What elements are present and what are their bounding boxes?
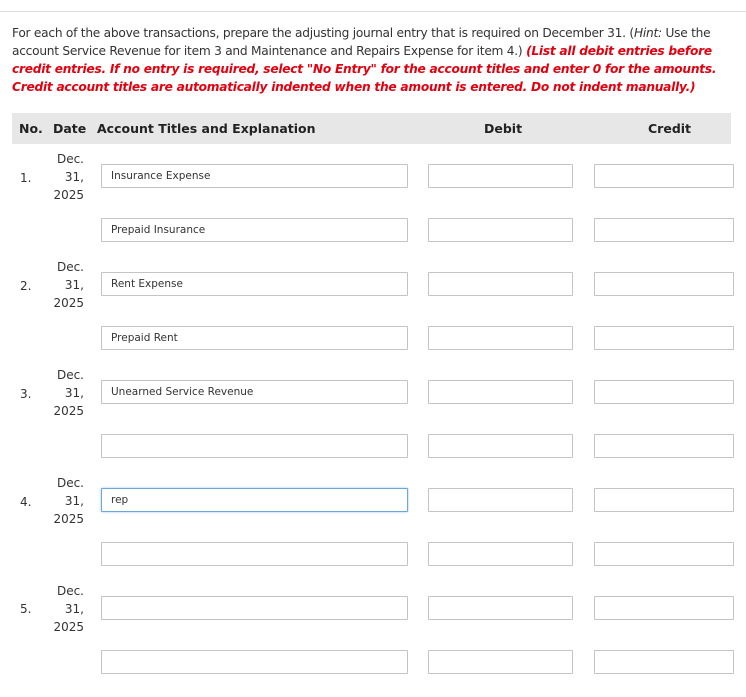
entry-date-month: Dec.: [56, 476, 84, 490]
account-title-input[interactable]: [101, 218, 408, 242]
hint-text: Use the account Service Revenue for item 3 and Maintenance and Repairs Expense for item 4.): [12, 26, 711, 58]
entry-number: 5.: [20, 602, 32, 616]
account-title-input[interactable]: [101, 596, 408, 620]
hint-label: Hint:: [633, 26, 662, 40]
debit-input[interactable]: [428, 326, 573, 350]
instructions: [12, 24, 734, 96]
entry-date-year: 2025: [53, 188, 84, 202]
account-title-input[interactable]: [101, 164, 408, 188]
entry-date-month: Dec.: [56, 260, 84, 274]
entry-date-day: 31,: [64, 386, 84, 400]
account-title-input[interactable]: [101, 542, 408, 566]
credit-input[interactable]: [594, 326, 734, 350]
entry-date-day: 31,: [64, 494, 84, 508]
top-divider: [0, 11, 746, 12]
entry-date-year: 2025: [53, 296, 84, 310]
debit-input[interactable]: [428, 434, 573, 458]
entry-date-day: 31,: [64, 170, 84, 184]
debit-input[interactable]: [428, 272, 573, 296]
entry-number: 3.: [20, 387, 32, 401]
debit-input[interactable]: [428, 542, 573, 566]
credit-input[interactable]: [594, 164, 734, 188]
account-title-input[interactable]: [101, 380, 408, 404]
table-header: [12, 113, 731, 144]
instructions-warning: (List all debit entries before credit entries. If no entry is required, select "No Entry" for the account titles and enter 0 for the amounts. Credit account titles are automatically indented when the amount is entered. Do not indent manually.): [12, 44, 717, 94]
credit-input[interactable]: [594, 218, 734, 242]
entry-date-year: 2025: [53, 512, 84, 526]
entry-date-day: 31,: [64, 278, 84, 292]
entry-date-month: Dec.: [56, 368, 84, 382]
entry-date-day: 31,: [64, 602, 84, 616]
account-title-input[interactable]: [101, 434, 408, 458]
debit-input[interactable]: [428, 164, 573, 188]
header-no: No.: [19, 121, 43, 136]
debit-input[interactable]: [428, 596, 573, 620]
entry-date-year: 2025: [53, 404, 84, 418]
entry-date-month: Dec.: [56, 584, 84, 598]
credit-input[interactable]: [594, 650, 734, 674]
entry-number: 2.: [20, 279, 32, 293]
debit-input[interactable]: [428, 218, 573, 242]
instructions-text: For each of the above transactions, prepare the adjusting journal entry that is required on December 31. (: [12, 26, 634, 40]
debit-input[interactable]: [428, 380, 573, 404]
debit-input[interactable]: [428, 488, 573, 512]
header-date: Date: [53, 121, 87, 136]
entry-date-year: 2025: [53, 620, 84, 634]
debit-input[interactable]: [428, 650, 573, 674]
header-account-titles: Account Titles and Explanation: [97, 121, 316, 136]
header-credit: Credit: [648, 121, 692, 136]
entry-number: 1.: [20, 171, 32, 185]
account-title-input[interactable]: [101, 326, 408, 350]
header-debit: Debit: [484, 121, 523, 136]
account-title-input[interactable]: [101, 650, 408, 674]
credit-input[interactable]: [594, 434, 734, 458]
account-title-input[interactable]: [101, 272, 408, 296]
account-title-input-focused[interactable]: [101, 488, 408, 512]
credit-input[interactable]: [594, 380, 734, 404]
credit-input[interactable]: [594, 488, 734, 512]
entry-number: 4.: [20, 495, 32, 509]
credit-input[interactable]: [594, 542, 734, 566]
entry-date-month: Dec.: [56, 152, 84, 166]
credit-input[interactable]: [594, 272, 734, 296]
credit-input[interactable]: [594, 596, 734, 620]
